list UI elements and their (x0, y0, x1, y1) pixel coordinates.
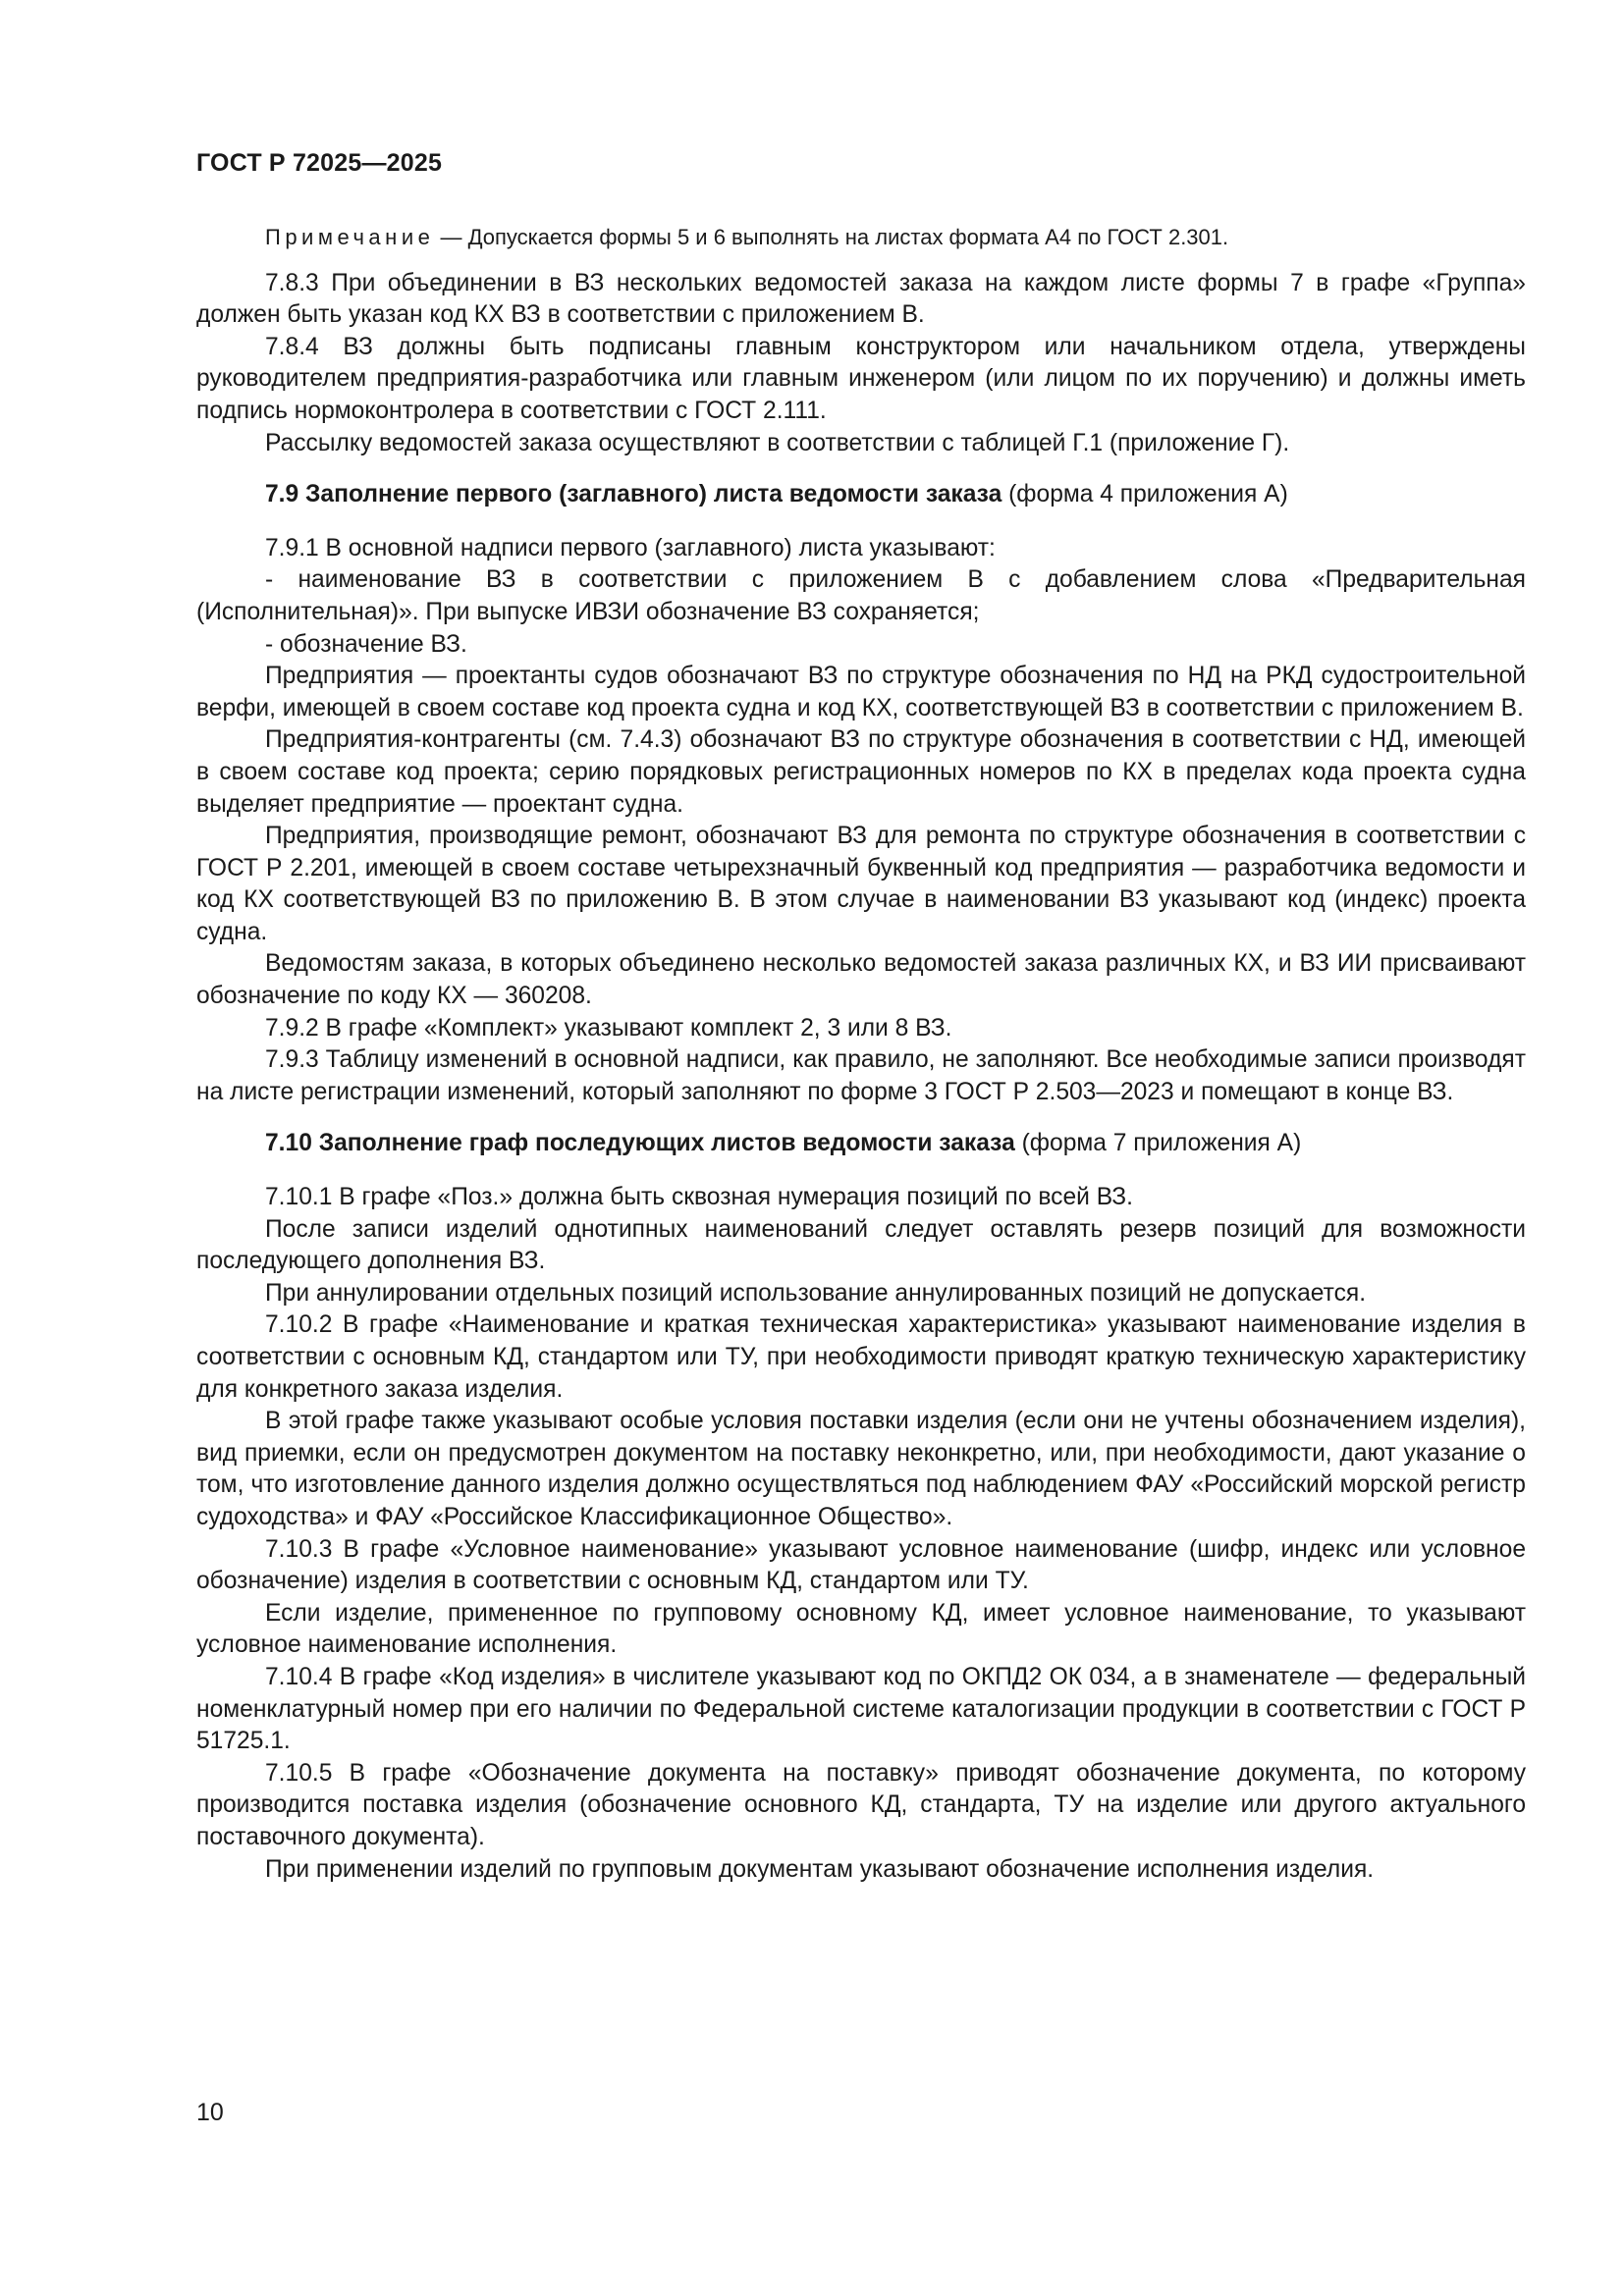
paragraph: Предприятия, производящие ремонт, обозначают ВЗ для ремонта по структуре обозначения в соответствии с ГОСТ Р 2.201, имеющей в своем составе четырехзначный буквенный код предприятия — разработчика ведомости и код КХ соответствующей ВЗ по приложению В. В этом случае в наименовании ВЗ указывают код (индекс) проекта судна. (196, 823, 1526, 945)
section-710-body (196, 1182, 1526, 1886)
paragraph: 7.10.5 В графе «Обозначение документа на поставку» приводят обозначение документа, по которому производится поставка изделия (обозначение основного КД, стандарта, ТУ на изделие или другого актуального поставочного документа). (196, 1759, 1526, 1850)
document-page (196, 0, 1526, 2296)
note-paragraph (196, 222, 1526, 254)
section-710-title: 7.10 Заполнение граф последующих листов ведомости заказа (265, 1130, 1015, 1157)
paragraph: 7.9.3 Таблицу изменений в основной надписи, как правило, не заполняют. Все необходимые записи производят на листе регистрации изменений, который заполняют по форме 3 ГОСТ Р 2.503—2023 и помещают в конце ВЗ. (196, 1046, 1526, 1105)
paragraph: Предприятия-контрагенты (см. 7.4.3) обозначают ВЗ по структуре обозначения в соответствии с НД, имеющей в своем составе код проекта; серию порядковых регистрационных номеров по КХ в пределах кода проекта судна выделяет предприятие — проектант судна. (196, 726, 1526, 818)
section-78-continued (196, 268, 1526, 460)
note-text: — Допускается формы 5 и 6 выполнять на листах формата А4 по ГОСТ 2.301. (434, 225, 1229, 249)
page-number: 10 (196, 2099, 224, 2126)
document-body (196, 222, 1526, 1886)
paragraph: Рассылку ведомостей заказа осуществляют в соответствии с таблицей Г.1 (приложение Г). (265, 429, 1290, 456)
paragraph: Предприятия — проектанты судов обозначают ВЗ по структуре обозначения по НД на РКД судостроительной верфи, имеющей в своем составе код проекта судна и код КХ, соответствующей ВЗ в соответствии с приложением В. (196, 663, 1526, 721)
paragraph: При применении изделий по групповым документам указывают обозначение исполнения изделия. (265, 1855, 1375, 1883)
section-79-body (196, 533, 1526, 1109)
paragraph: Ведомостям заказа, в которых объединено несколько ведомостей заказа различных КХ, и ВЗ ИИ присваивают обозначение по коду КХ — 360208. (196, 950, 1526, 1010)
section-79-title: 7.9 Заполнение первого (заглавного) листа ведомости заказа (265, 481, 1002, 508)
note-label: Примечание (265, 225, 435, 249)
section-79-heading (196, 479, 1526, 511)
paragraph: 7.9.1 В основной надписи первого (заглавного) листа указывают: (265, 534, 996, 561)
section-79-suffix: (форма 4 приложения А) (1001, 481, 1288, 508)
paragraph: Если изделие, примененное по групповому основному КД, имеет условное наименование, то указывают условное наименование исполнения. (196, 1599, 1526, 1659)
paragraph: 7.9.2 В графе «Комплект» указывают комплект 2, 3 или 8 ВЗ. (265, 1014, 952, 1041)
paragraph: - наименование ВЗ в соответствии с приложением В с добавлением слова «Предварительная (Исполнительная)». При выпуске ИВЗИ обозначение ВЗ сохраняется; (196, 566, 1526, 625)
paragraph: При аннулировании отдельных позиций использование аннулированных позиций не допускается. (265, 1279, 1367, 1307)
paragraph: 7.8.4 ВЗ должны быть подписаны главным конструктором или начальником отдела, утверждены руководителем предприятия-разработчика или главным инженером (или лицом по их поручению) и должны иметь подпись нормоконтролера в соответствии с ГОСТ 2.111. (196, 333, 1526, 424)
paragraph: - обозначение ВЗ. (265, 630, 467, 658)
section-710-suffix: (форма 7 приложения А) (1014, 1130, 1302, 1157)
paragraph: 7.10.1 В графе «Поз.» должна быть сквозная нумерация позиций по всей ВЗ. (265, 1184, 1133, 1211)
paragraph: 7.8.3 При объединении в ВЗ нескольких ведомостей заказа на каждом листе формы 7 в графе «Группа» должен быть указан код КХ ВЗ в соответствии с приложением В. (196, 269, 1526, 329)
paragraph: 7.10.3 В графе «Условное наименование» указывают условное наименование (шифр, индекс или условное обозначение) изделия в соответствии с основным КД, стандартом или ТУ. (196, 1535, 1526, 1595)
paragraph: После записи изделий однотипных наименований следует оставлять резерв позиций для возможности последующего дополнения ВЗ. (196, 1215, 1526, 1275)
paragraph: 7.10.4 В графе «Код изделия» в числителе указывают код по ОКПД2 ОК 034, а в знаменателе — федеральный номенклатурный номер при его наличии по Федеральной системе каталогизации продукции в соответствии с ГОСТ Р 51725.1. (196, 1663, 1526, 1755)
paragraph: 7.10.2 В графе «Наименование и краткая техническая характеристика» указывают наименование изделия в соответствии с основным КД, стандартом или ТУ, при необходимости приводят краткую техническую характеристику для конкретного заказа изделия. (196, 1311, 1526, 1403)
document-header: ГОСТ Р 72025—2025 (196, 149, 443, 177)
paragraph: В этой графе также указывают особые условия поставки изделия (если они не учтены обозначением изделия), вид приемки, если он предусмотрен документом на поставку неконкретно, или, при необходимости, дают указание о том, что изготовление данного изделия должно осуществляться под наблюдением ФАУ «Российский морской регистр судоходства» и ФАУ «Российское Классификационное Общество». (196, 1408, 1526, 1530)
section-710-heading (196, 1128, 1526, 1160)
